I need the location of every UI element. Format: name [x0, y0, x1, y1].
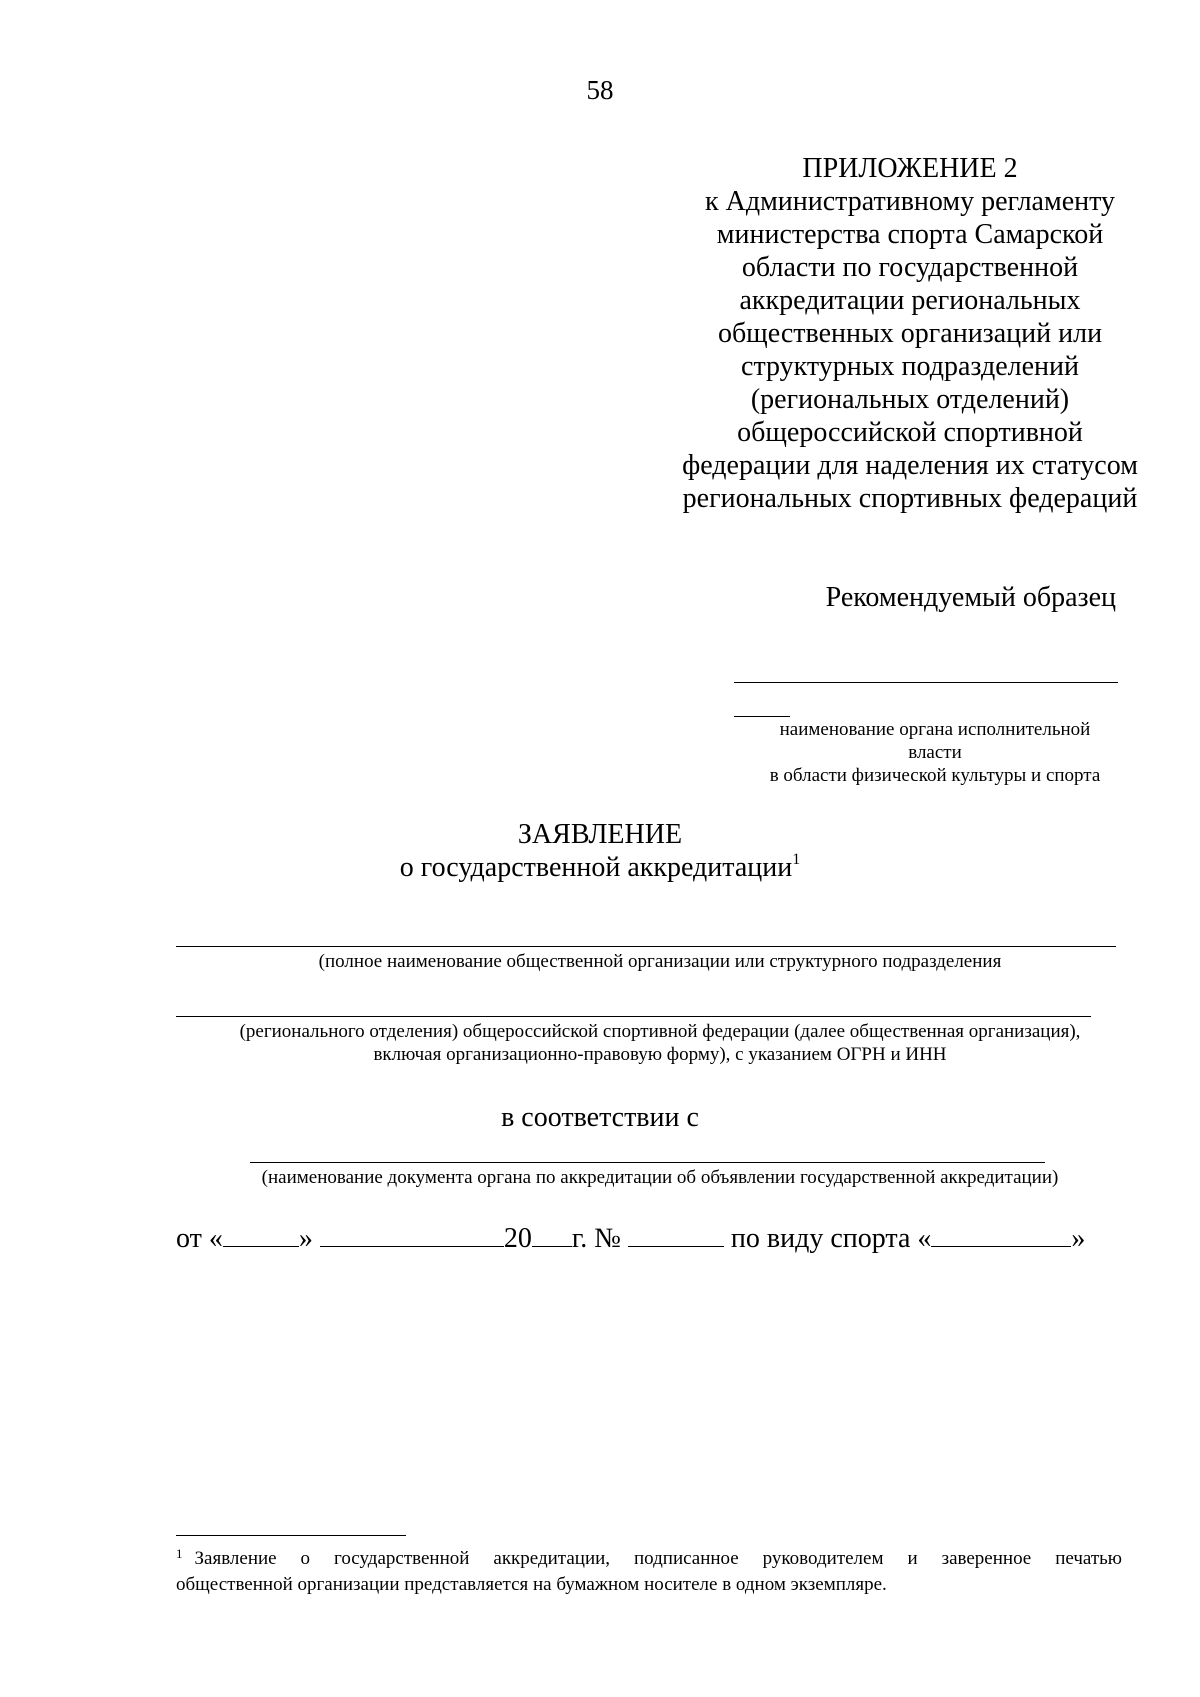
addressee-caption-line: наименование органа исполнительной — [779, 719, 1091, 740]
footnote-mark: 1 — [176, 1546, 183, 1561]
organization-regional-caption-line: включая организационно-правовую форму), с указанием ОГРН и ИНН — [373, 1044, 947, 1065]
appendix-line: структурных подразделений — [741, 351, 1079, 382]
appendix-line: общественных организаций или — [717, 318, 1103, 349]
number-label: г. № — [571, 1223, 621, 1254]
recommended-sample-label: Рекомендуемый образец — [825, 582, 1116, 613]
appendix-line: общероссийской спортивной — [737, 417, 1083, 448]
organization-name-field-line-2 — [176, 1016, 1091, 1017]
accordance-document-field-line — [250, 1162, 1045, 1163]
footnote-line-2: общественной организации представляется на бумажном носителе в одном экземпляре. — [176, 1574, 887, 1595]
appendix-header — [620, 152, 1200, 515]
document-title: ЗАЯВЛЕНИЕ — [517, 819, 683, 850]
footnote-separator — [176, 1535, 406, 1536]
organization-regional-caption — [160, 1020, 1160, 1066]
date-number-sport-line — [176, 1222, 1085, 1255]
sport-label: по виду спорта « — [730, 1223, 932, 1254]
footnote-reference: 1 — [792, 851, 801, 868]
accordance-document-caption: (наименование документа органа по аккредитации об объявлении государственной аккредитации) — [261, 1167, 1059, 1188]
footnote-line-1: Заявление о государственной аккредитации, подписанное руководителем и заверенное печатью — [194, 1548, 1122, 1569]
appendix-line: федерации для наделения их статусом — [682, 450, 1138, 481]
footnote — [176, 1546, 1122, 1598]
appendix-line: региональных спортивных федераций — [682, 483, 1138, 514]
addressee-caption — [720, 718, 1150, 787]
year-prefix: 20 — [503, 1223, 532, 1254]
organization-name-caption: (полное наименование общественной организации или структурного подразделения — [318, 951, 1002, 972]
addressee-caption-line: власти — [908, 742, 962, 763]
addressee-field-line-continued — [734, 716, 790, 717]
organization-name-field-line — [176, 946, 1116, 947]
sport-type-field[interactable] — [931, 1222, 1071, 1247]
footnote-line-1-wrap — [176, 1546, 1122, 1572]
addressee-caption-line: в области физической культуры и спорта — [769, 765, 1101, 786]
appendix-line: области по государственной — [741, 252, 1079, 283]
appendix-line: (региональных отделений) — [750, 384, 1070, 415]
appendix-line: аккредитации региональных — [739, 285, 1081, 316]
appendix-line: министерства спорта Самарской — [716, 219, 1104, 250]
date-close-quote: » — [298, 1223, 313, 1254]
page-number: 58 — [586, 75, 614, 105]
document-heading — [0, 818, 1200, 884]
month-field[interactable] — [320, 1222, 504, 1247]
day-field[interactable] — [223, 1222, 299, 1247]
addressee-field-line — [734, 682, 1118, 683]
date-from-label: от « — [176, 1223, 223, 1254]
sport-close-quote: » — [1071, 1223, 1086, 1254]
accordance-text: в соответствии с — [501, 1102, 699, 1133]
appendix-line: ПРИЛОЖЕНИЕ 2 — [802, 153, 1018, 184]
document-number-field[interactable] — [628, 1222, 724, 1247]
appendix-line: к Административному регламенту — [705, 186, 1115, 217]
year-field[interactable] — [532, 1222, 572, 1247]
document-subtitle-wrap — [0, 851, 1200, 884]
document-subtitle: о государственной аккредитации — [399, 852, 793, 883]
organization-regional-caption-line: (регионального отделения) общероссийской спортивной федерации (далее общественная организация), — [239, 1021, 1081, 1042]
